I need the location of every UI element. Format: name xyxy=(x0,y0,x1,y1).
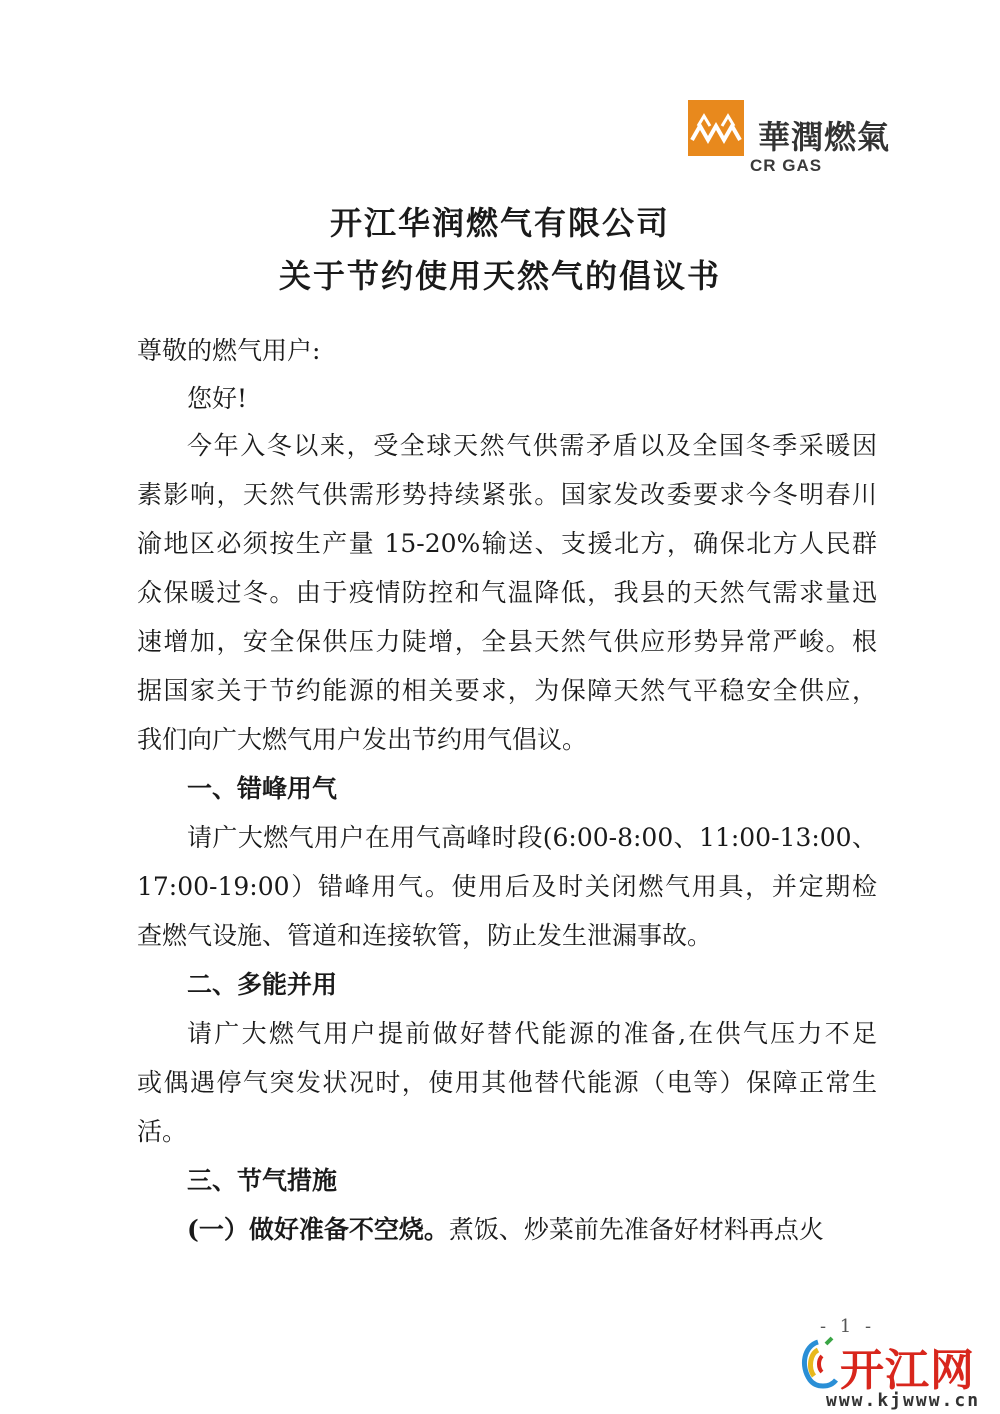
intro-line: 我们向广大燃气用户发出节约用气倡议。 xyxy=(137,725,588,754)
section-heading-2: 二、多能并用 xyxy=(187,970,338,999)
section-heading-3: 三、节气措施 xyxy=(187,1166,338,1195)
logo-english-name: CR GAS xyxy=(750,156,823,175)
watermark-chinese: 开江网 xyxy=(840,1345,975,1396)
section2-line: 请广大燃气用户提前做好替代能源的准备,在供气压力不足 xyxy=(187,1019,877,1048)
section1-line: 查燃气设施、管道和连接软管，防止发生泄漏事故。 xyxy=(137,921,713,950)
logo-chinese-name: 華潤燃氣 xyxy=(758,118,891,156)
intro-line: 众保暖过冬。由于疫情防控和气温降低，我县的天然气需求量迅 xyxy=(137,578,877,607)
site-watermark xyxy=(796,1336,1000,1414)
kjwww-logo-icon xyxy=(796,1336,840,1392)
section2-line: 活。 xyxy=(137,1117,188,1146)
subsection-title: (一）做好准备不空烧。 xyxy=(187,1215,449,1244)
salutation: 尊敬的燃气用户: xyxy=(137,336,321,365)
intro-line: 渝地区必须按生产量 15-20%输送、支援北方，确保北方人民群 xyxy=(137,529,877,558)
page-number: - 1 - xyxy=(820,1316,876,1337)
company-logo xyxy=(688,100,891,180)
section-heading-1: 一、错峰用气 xyxy=(187,774,338,803)
document-title-line-2: 关于节约使用天然气的倡议书 xyxy=(278,257,721,295)
intro-line: 据国家关于节约能源的相关要求，为保障天然气平稳安全供应， xyxy=(137,676,877,705)
cr-gas-logo-icon xyxy=(688,100,744,156)
section1-line: 17:00-19:00）错峰用气。使用后及时关闭燃气用具，并定期检 xyxy=(137,872,877,901)
section2-line: 或偶遇停气突发状况时，使用其他替代能源（电等）保障正常生 xyxy=(137,1068,877,1097)
section3-first-line xyxy=(187,1213,824,1247)
intro-line: 素影响，天然气供需形势持续紧张。国家发改委要求今冬明春川 xyxy=(137,480,877,509)
document-title-line-1: 开江华润燃气有限公司 xyxy=(329,204,670,242)
subsection-text: 煮饭、炒菜前先准备好材料再点火 xyxy=(448,1215,824,1244)
greeting: 您好! xyxy=(187,384,248,413)
intro-line: 今年入冬以来，受全球天然气供需矛盾以及全国冬季采暖因 xyxy=(187,431,877,460)
section1-line: 请广大燃气用户在用气高峰时段(6:00-8:00、11:00-13:00、 xyxy=(187,823,877,852)
intro-line: 速增加，安全保供压力陡增，全县天然气供应形势异常严峻。根 xyxy=(137,627,877,656)
watermark-url: www.kjwww.cn xyxy=(826,1390,981,1411)
